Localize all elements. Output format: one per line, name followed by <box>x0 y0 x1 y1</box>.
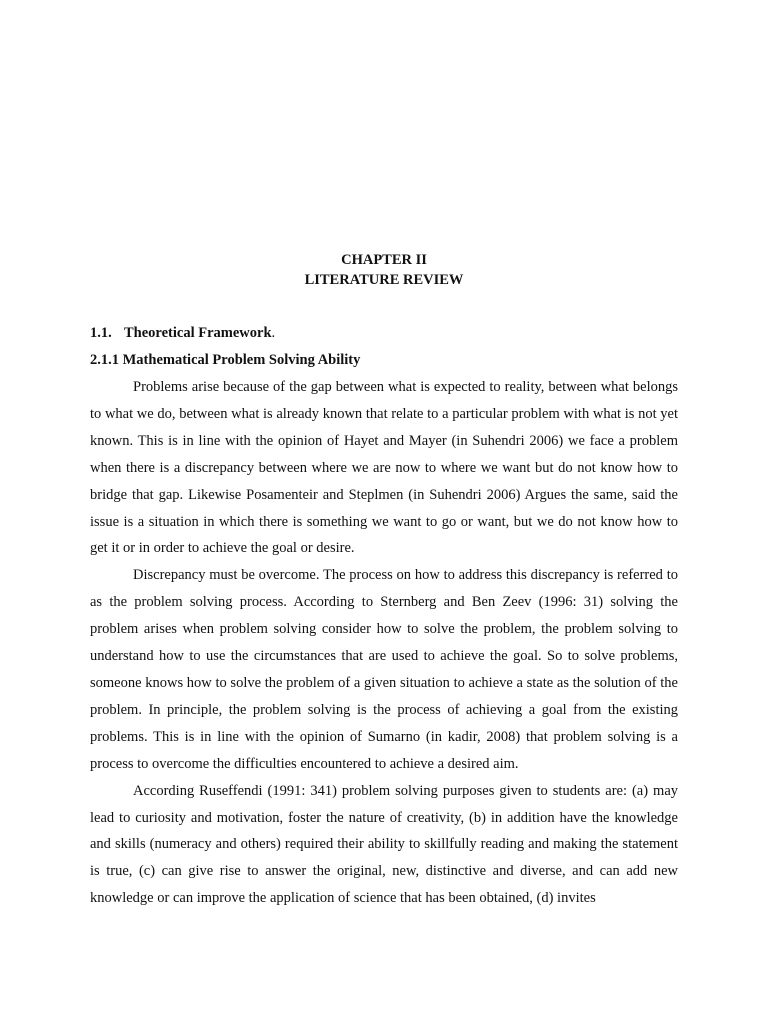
paragraph-1: Problems arise because of the gap between what is expected to reality, between what belongs to what we do, between what is already known that relate to a particular problem with what is not yet known. This is in line with the opinion of Hayet and Mayer (in Suhendri 2006) we face a problem when there is a discrepancy between where we are now to where we want but do not know how to bridge that gap. Likewise Posamenteir and Steplmen (in Suhendri 2006) Argues the same, said the issue is a situation in which there is something we want to go or want, but we do not know how to get it or in order to achieve the goal or desire. <box>90 379 678 557</box>
subsection-heading-problem-solving-ability <box>90 350 360 370</box>
subsection-title: 2.1.1 Mathematical Problem Solving Ability <box>90 352 361 368</box>
body-text <box>90 374 678 912</box>
section-title-period: . <box>271 325 276 341</box>
chapter-number: CHAPTER II <box>341 252 427 268</box>
paragraph-2: Discrepancy must be overcome. The process on how to address this discrepancy is referred to as the problem solving process. According to Sternberg and Ben Zeev (1996: 31) solving the problem arises when problem solving consider how to solve the problem, the problem solving to understand how to use the circumstances that are used to achieve the goal. So to solve problems, someone knows how to solve the problem of a given situation to achieve a state as the solution of the problem. In principle, the problem solving is the process of achieving a goal from the existing problems. This is in line with the opinion of Sumarno (in kadir, 2008) that problem solving is a process to overcome the difficulties encountered to achieve a desired aim. <box>90 567 678 772</box>
section-number: 1.1. <box>90 325 112 341</box>
section-title: Theoretical Framework <box>124 325 272 341</box>
chapter-title: LITERATURE REVIEW <box>304 272 464 288</box>
section-heading-theoretical-framework <box>90 323 275 343</box>
chapter-heading <box>0 250 768 290</box>
paragraph-3: According Ruseffendi (1991: 341) problem solving purposes given to students are: (a) may lead to curiosity and motivation, foster the nature of creativity, (b) in addition have the knowledge and skills (numeracy and others) required their ability to skillfully reading and making the statement is true, (c) can give rise to answer the original, new, distinctive and diverse, and can add new knowledge or can improve the application of science that has been obtained, (d) invites <box>90 782 678 907</box>
